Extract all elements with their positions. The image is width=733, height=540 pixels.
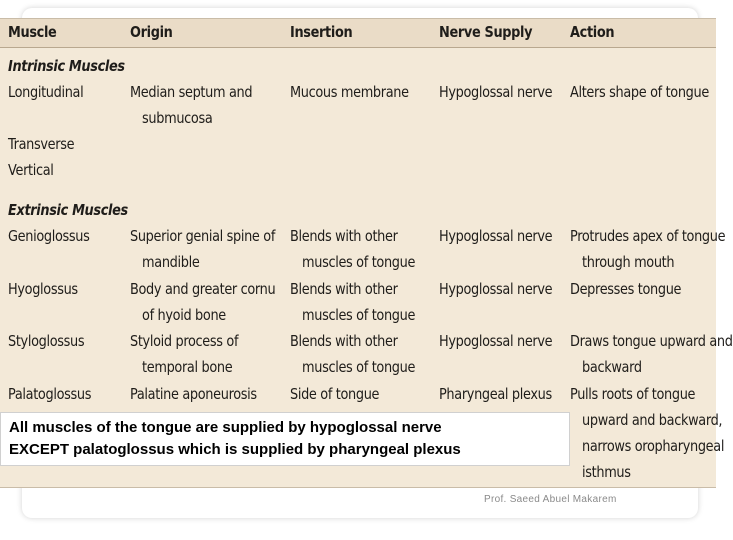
nerve-cell: Hypoglossal nerve xyxy=(439,280,553,298)
header-muscle: Muscle xyxy=(8,23,57,41)
insertion-cell: Mucous membrane xyxy=(290,83,409,101)
action-cell: Depresses tongue xyxy=(570,280,682,298)
origin-cell: temporal bone xyxy=(142,358,233,376)
muscle-transverse: Transverse xyxy=(8,135,75,153)
origin-cell: of hyoid bone xyxy=(142,306,226,324)
insertion-cell: Blends with other xyxy=(290,332,398,350)
insertion-cell: muscles of tongue xyxy=(302,358,416,376)
action-cell: Alters shape of tongue xyxy=(570,83,709,101)
action-cell: backward xyxy=(582,358,642,376)
nerve-cell: Hypoglossal nerve xyxy=(439,332,553,350)
section-intrinsic: Intrinsic Muscles xyxy=(8,57,125,75)
insertion-cell: Blends with other xyxy=(290,280,398,298)
insertion-cell: Side of tongue xyxy=(290,385,380,403)
action-cell: through mouth xyxy=(582,253,675,271)
note-line-1: All muscles of the tongue are supplied by hypoglossal nerve xyxy=(9,419,442,436)
origin-cell: mandible xyxy=(142,253,200,271)
action-cell: isthmus xyxy=(582,463,631,481)
muscle-vertical: Vertical xyxy=(8,161,54,179)
action-cell: narrows oropharyngeal xyxy=(582,437,725,455)
footer-author: Prof. Saeed Abuel Makarem xyxy=(484,494,617,505)
note-line-2: EXCEPT palatoglossus which is supplied by pharyngeal plexus xyxy=(9,441,461,458)
action-cell: Protrudes apex of tongue xyxy=(570,227,726,245)
action-cell: upward and backward, xyxy=(582,411,723,429)
origin-cell: Superior genial spine of xyxy=(130,227,276,245)
muscle-styloglossus: Styloglossus xyxy=(8,332,85,350)
action-cell: Draws tongue upward and xyxy=(570,332,733,350)
origin-cell: Body and greater cornu xyxy=(130,280,276,298)
header-nerve-supply: Nerve Supply xyxy=(439,23,533,41)
muscle-hyoglossus: Hyoglossus xyxy=(8,280,78,298)
header-action: Action xyxy=(570,23,615,41)
origin-cell: Palatine aponeurosis xyxy=(130,385,257,403)
origin-cell: submucosa xyxy=(142,109,213,127)
note-box xyxy=(0,412,570,466)
insertion-cell: muscles of tongue xyxy=(302,306,416,324)
insertion-cell: muscles of tongue xyxy=(302,253,416,271)
header-insertion: Insertion xyxy=(290,23,353,41)
nerve-cell: Hypoglossal nerve xyxy=(439,83,553,101)
nerve-cell: Pharyngeal plexus xyxy=(439,385,552,403)
nerve-cell: Hypoglossal nerve xyxy=(439,227,553,245)
header-origin: Origin xyxy=(130,23,173,41)
muscle-palatoglossus: Palatoglossus xyxy=(8,385,92,403)
origin-cell: Styloid process of xyxy=(130,332,239,350)
section-extrinsic: Extrinsic Muscles xyxy=(8,201,128,219)
insertion-cell: Blends with other xyxy=(290,227,398,245)
action-cell: Pulls roots of tongue xyxy=(570,385,696,403)
muscle-longitudinal: Longitudinal xyxy=(8,83,84,101)
origin-cell: Median septum and xyxy=(130,83,253,101)
muscle-genioglossus: Genioglossus xyxy=(8,227,90,245)
